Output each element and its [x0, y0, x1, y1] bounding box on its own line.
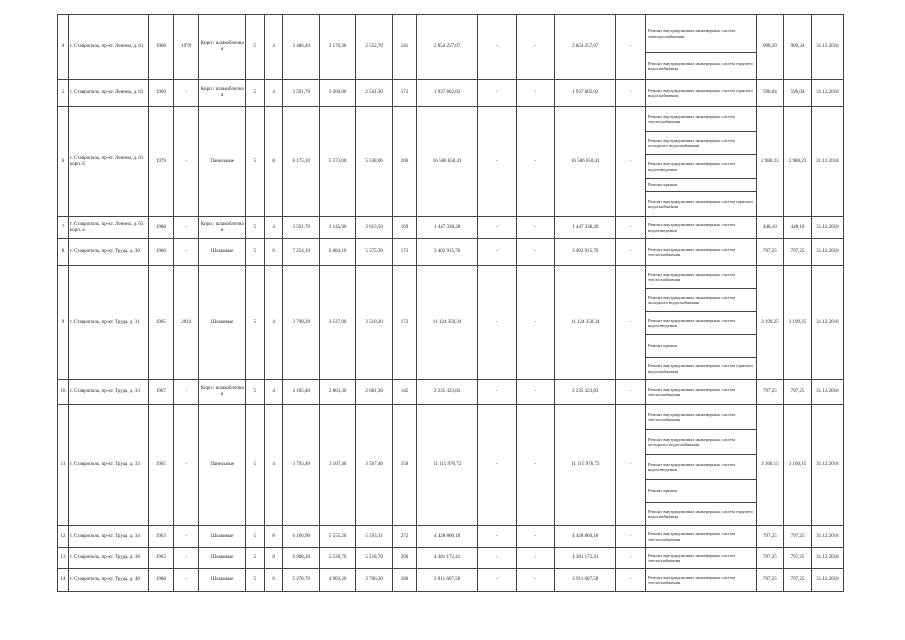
cell-work-item: Ремонт внутридомовых инженерных систем теплоснабжения	[646, 107, 757, 132]
cell-rep: -	[174, 80, 199, 107]
cell-own: 4 381 172,41	[555, 548, 616, 569]
cell-z3: -	[616, 239, 646, 266]
cell-work-item: Ремонт внутридомовых инженерных систем теплоснабжения	[646, 405, 757, 430]
cell-own: 3 402 915,76	[555, 239, 616, 266]
cell-p1: 797,25	[756, 380, 784, 405]
cell-floors: 5	[245, 80, 264, 107]
cell-res: 141	[392, 15, 416, 80]
cell-work-item: Ремонт внутридомовых инженерных систем электроснабжения	[646, 15, 757, 53]
cell-z3: -	[616, 569, 646, 592]
cell-z3: -	[616, 217, 646, 239]
cell-floors: 5	[245, 266, 264, 380]
cell-z2: -	[516, 107, 555, 217]
cell-walls: Кирп./ шлакоблочна я	[199, 380, 245, 405]
cell-entr: 8	[264, 548, 283, 569]
cell-year: 1963	[148, 526, 173, 548]
cell-addr: г. Ставрополь, пр-кт. Ленина, д. 63 корп. а	[69, 217, 149, 239]
cell-cost: 1 937 802,02	[417, 80, 478, 107]
cell-p1: 448,10	[756, 217, 784, 239]
cell-a3: 5 575,30	[356, 239, 392, 266]
cell-rep: -	[174, 217, 199, 239]
cell-work-item: Ремонт внутридомовых инженерных систем теплоснабжения	[646, 526, 757, 548]
cell-n: 10	[58, 380, 69, 405]
cell-floors: 5	[245, 548, 264, 569]
cell-year: 1965	[148, 266, 173, 380]
cell-p2: 448,10	[784, 217, 812, 239]
table-row	[58, 526, 844, 548]
cell-cost: 2 854 257,07	[417, 15, 478, 80]
cell-z1: -	[477, 80, 516, 107]
table-row	[58, 266, 844, 289]
cell-own: 1 447 338,28	[555, 217, 616, 239]
cell-a2: 5 555,20	[319, 526, 355, 548]
cell-a1: 6 166,90	[283, 526, 319, 548]
cell-cost: 4 381 172,41	[417, 548, 478, 569]
cell-z3: -	[616, 15, 646, 80]
cell-year: 1967	[148, 380, 173, 405]
cell-a1: 7 254,10	[283, 239, 319, 266]
cell-p2: 596,04	[784, 80, 812, 107]
cell-n: 12	[58, 526, 69, 548]
cell-walls: Кирп./ шлакоблочна я	[199, 217, 245, 239]
cell-z1: -	[477, 405, 516, 526]
cell-z3: -	[616, 266, 646, 380]
cell-p2: 900,34	[784, 15, 812, 80]
cell-work-item: Ремонт внутридомовых инженерных систем горячего водоснабжения	[646, 503, 757, 526]
cell-z3: -	[616, 80, 646, 107]
cell-p2: 3 160,15	[784, 405, 812, 526]
cell-date: 31.12.2018	[811, 239, 843, 266]
cell-work-item: Ремонт внутридомовых инженерных систем водоотведения	[646, 312, 757, 335]
cell-floors: 5	[245, 217, 264, 239]
cell-p1: 3 199,25	[756, 266, 784, 380]
cell-rep: -	[174, 569, 199, 592]
cell-entr: 6	[264, 239, 283, 266]
cell-work-item: Ремонт внутридомовых инженерных систем теплоснабжения	[646, 569, 757, 592]
cell-z2: -	[516, 526, 555, 548]
cell-n: 6	[58, 107, 69, 217]
cell-n: 9	[58, 266, 69, 380]
cell-p2: 797,25	[784, 239, 812, 266]
cell-year: 1968	[148, 569, 173, 592]
cell-a2: 3 170,36	[319, 15, 355, 80]
cell-cost: 2 235 423,83	[417, 380, 478, 405]
cell-work-item: Ремонт внутридомовых инженерных систем теплоснабжения	[646, 380, 757, 405]
cell-a3: 3 510,20	[356, 266, 392, 380]
cell-addr: г. Ставрополь, пр-кт. Труда, д. 33	[69, 405, 149, 526]
cell-floors: 5	[245, 380, 264, 405]
cell-rep: 2014	[174, 266, 199, 380]
cell-a1: 3 798,20	[283, 266, 319, 380]
cell-rep: 1979	[174, 15, 199, 80]
cell-a1: 3 591,70	[283, 217, 319, 239]
cell-z2: -	[516, 80, 555, 107]
cell-p2: 797,25	[784, 526, 812, 548]
cell-entr: 6	[264, 569, 283, 592]
cell-entr: 4	[264, 217, 283, 239]
cell-cost: 11 115 976,72	[417, 405, 478, 526]
cell-a3: 3 706,30	[356, 569, 392, 592]
cell-date: 31.12.2018	[811, 15, 843, 80]
cell-z3: -	[616, 380, 646, 405]
cell-entr: 4	[264, 266, 283, 380]
cell-addr: г. Ставрополь, пр-кт. Труда, д. 31	[69, 266, 149, 380]
cell-z1: -	[477, 266, 516, 380]
cell-walls: Кирп./ шлакоблочна я	[199, 80, 245, 107]
cell-p2: 797,25	[784, 380, 812, 405]
cell-addr: г. Ставрополь, пр-кт. Труда, д. 38	[69, 548, 149, 569]
cell-walls: Кирп./ шлакоблочна я	[199, 15, 245, 80]
cell-work-item: Ремонт внутридомовых инженерных систем водоотведения	[646, 455, 757, 480]
cell-cost: 3 402 915,76	[417, 239, 478, 266]
cell-date: 31.12.2018	[811, 107, 843, 217]
cell-z2: -	[516, 548, 555, 569]
cell-work-item: Ремонт внутридомовых инженерных систем теплоснабжения	[646, 239, 757, 266]
cell-n: 5	[58, 80, 69, 107]
cell-a2: 3 507,40	[319, 405, 355, 526]
cell-a2: 5 573,00	[319, 107, 355, 217]
cell-a2: 6 084,10	[319, 239, 355, 266]
cell-walls: Панельные	[199, 405, 245, 526]
cell-n: 4	[58, 15, 69, 80]
cell-n: 8	[58, 239, 69, 266]
cell-work-item: Ремонт внутридомовых инженерных систем теплоснабжения	[646, 548, 757, 569]
cell-rep: -	[174, 107, 199, 217]
cell-p2: 3 199,25	[784, 266, 812, 380]
cell-work-item: Ремонт внутридомовых инженерных систем холодного водоснабжения	[646, 430, 757, 455]
cell-res: 145	[392, 380, 416, 405]
cell-a3: 5 593,31	[356, 526, 392, 548]
cell-z2: -	[516, 405, 555, 526]
cell-z1: -	[477, 526, 516, 548]
cell-z3: -	[616, 548, 646, 569]
cell-entr: 4	[264, 380, 283, 405]
cell-own: 11 115 976,72	[555, 405, 616, 526]
cell-a1: 3 105,40	[283, 380, 319, 405]
cell-a1: 3 793,40	[283, 405, 319, 526]
cell-z1: -	[477, 548, 516, 569]
cell-p1: 596,04	[756, 80, 784, 107]
cell-z1: -	[477, 380, 516, 405]
cell-year: 1965	[148, 405, 173, 526]
cell-own: 16 586 650,41	[555, 107, 616, 217]
cell-addr: г. Ставрополь, пр-кт. Труда, д. 34	[69, 526, 149, 548]
cell-work-item: Ремонт внутридомовых инженерных систем водоотведения	[646, 155, 757, 179]
cell-a2: 3 145,96	[319, 217, 355, 239]
cell-cost: 3 911 607,58	[417, 569, 478, 592]
cell-z1: -	[477, 569, 516, 592]
cell-own: 4 428 860,18	[555, 526, 616, 548]
cell-date: 31.12.2018	[811, 569, 843, 592]
cell-floors: 5	[245, 15, 264, 80]
cell-z2: -	[516, 266, 555, 380]
cell-walls: Шлаковые	[199, 526, 245, 548]
cell-p1: 797,25	[756, 569, 784, 592]
cell-a1: 3 486,40	[283, 15, 319, 80]
cell-addr: г. Ставрополь, пр-кт. Ленина, д. 63 корп. б	[69, 107, 149, 217]
cell-z1: -	[477, 15, 516, 80]
cell-addr: г. Ставрополь, пр-кт. Труда, д. 30	[69, 239, 149, 266]
cell-floors: 5	[245, 405, 264, 526]
cell-addr: г. Ставрополь, пр-кт. Ленина, д. 61	[69, 15, 149, 80]
cell-p2: 2 980,23	[784, 107, 812, 217]
table-row	[58, 15, 844, 53]
cell-own: 1 937 802,02	[555, 80, 616, 107]
cell-a1: 6 908,20	[283, 548, 319, 569]
cell-a3: 3 507,40	[356, 405, 392, 526]
cell-z2: -	[516, 217, 555, 239]
cell-a1: 5 276,70	[283, 569, 319, 592]
cell-date: 31.12.2018	[811, 217, 843, 239]
cell-year: 1968	[148, 15, 173, 80]
cell-a2: 2 803,30	[319, 380, 355, 405]
cell-date: 31.12.2018	[811, 526, 843, 548]
cell-work-item: Ремонт крыши	[646, 179, 757, 192]
cell-date: 31.12.2018	[811, 548, 843, 569]
cell-cost: 11 124 350,34	[417, 266, 478, 380]
cell-z1: -	[477, 217, 516, 239]
cell-addr: г. Ставрополь, пр-кт. Ленина, д. 63	[69, 80, 149, 107]
cell-walls: Шлаковые	[199, 239, 245, 266]
table-row	[58, 107, 844, 132]
cell-year: 1969	[148, 80, 173, 107]
cell-work-item: Ремонт внутридомовых инженерных систем горячего водоснабжения	[646, 80, 757, 107]
cell-a3: 2 681,30	[356, 380, 392, 405]
cell-res: 169	[392, 217, 416, 239]
cell-a2: 5 530,70	[319, 548, 355, 569]
cell-p1: 797,25	[756, 548, 784, 569]
table-row	[58, 380, 844, 405]
cell-year: 1979	[148, 107, 173, 217]
cell-cost: 4 428 860,18	[417, 526, 478, 548]
cell-a2: 4 903,30	[319, 569, 355, 592]
cell-work-item: Ремонт внутридомовых инженерных систем горячего водоснабжения	[646, 358, 757, 380]
cell-work-item: Ремонт внутридомовых инженерных систем холодного водоснабжения	[646, 289, 757, 312]
cell-entr: 4	[264, 80, 283, 107]
table-row	[58, 217, 844, 239]
cell-res: 206	[392, 107, 416, 217]
cell-p1: 797,25	[756, 526, 784, 548]
cell-work-item: Ремонт внутридомовых инженерных систем холодного водоснабжения	[646, 132, 757, 155]
cell-p1: 2 980,23	[756, 107, 784, 217]
cell-a3: 2 541,30	[356, 80, 392, 107]
cell-year: 1966	[148, 239, 173, 266]
table-row	[58, 80, 844, 107]
cell-p1: 797,25	[756, 239, 784, 266]
cell-floors: 5	[245, 107, 264, 217]
table-row	[58, 405, 844, 430]
cell-rep: -	[174, 526, 199, 548]
cell-walls: Шлаковые	[199, 266, 245, 380]
cell-cost: 16 586 650,41	[417, 107, 478, 217]
table-row	[58, 548, 844, 569]
cell-entr: 4	[264, 15, 283, 80]
cell-res: 172	[392, 239, 416, 266]
cell-p1: 3 160,15	[756, 405, 784, 526]
cell-cost: 1 447 338,28	[417, 217, 478, 239]
cell-z2: -	[516, 380, 555, 405]
cell-a2: 3 537,00	[319, 266, 355, 380]
cell-a3: 5 538,06	[356, 107, 392, 217]
cell-res: 158	[392, 405, 416, 526]
cell-a1: 6 175,30	[283, 107, 319, 217]
cell-date: 31.12.2018	[811, 380, 843, 405]
cell-walls: Шлаковые	[199, 548, 245, 569]
table-row	[58, 239, 844, 266]
cell-entr: 8	[264, 526, 283, 548]
cell-year: 1963	[148, 548, 173, 569]
cell-date: 31.12.2018	[811, 405, 843, 526]
cell-z2: -	[516, 569, 555, 592]
repair-program-table	[57, 14, 844, 592]
cell-p2: 797,25	[784, 569, 812, 592]
cell-a2: 3 260,06	[319, 80, 355, 107]
cell-addr: г. Ставрополь, пр-кт. Труда, д. 40	[69, 569, 149, 592]
cell-z2: -	[516, 15, 555, 80]
cell-rep: -	[174, 239, 199, 266]
cell-res: 206	[392, 548, 416, 569]
cell-floors: 5	[245, 239, 264, 266]
cell-walls: Шлаковые	[199, 569, 245, 592]
cell-n: 14	[58, 569, 69, 592]
cell-a3: 5 518,70	[356, 548, 392, 569]
cell-floors: 5	[245, 526, 264, 548]
cell-z3: -	[616, 526, 646, 548]
cell-work-item: Ремонт крыши	[646, 335, 757, 358]
cell-res: 186	[392, 569, 416, 592]
cell-date: 31.12.2018	[811, 266, 843, 380]
table-row	[58, 569, 844, 592]
cell-date: 31.12.2018	[811, 80, 843, 107]
cell-p2: 797,25	[784, 548, 812, 569]
cell-z3: -	[616, 107, 646, 217]
cell-year: 1968	[148, 217, 173, 239]
cell-floors: 5	[245, 569, 264, 592]
cell-a1: 3 591,70	[283, 80, 319, 107]
cell-z2: -	[516, 239, 555, 266]
cell-a3: 2 552,70	[356, 15, 392, 80]
cell-work-item: Ремонт внутридомовых инженерных систем теплоснабжения	[646, 266, 757, 289]
cell-res: 172	[392, 266, 416, 380]
cell-n: 11	[58, 405, 69, 526]
cell-n: 13	[58, 548, 69, 569]
cell-rep: -	[174, 380, 199, 405]
cell-walls: Панельные	[199, 107, 245, 217]
cell-rep: -	[174, 405, 199, 526]
cell-rep: -	[174, 548, 199, 569]
cell-work-item: Ремонт крыши	[646, 480, 757, 503]
cell-addr: г. Ставрополь, пр-кт. Труда, д. 33	[69, 380, 149, 405]
cell-a3: 3 013,50	[356, 217, 392, 239]
cell-work-item: Ремонт внутридомовых инженерных систем горячего водоснабжения	[646, 53, 757, 80]
cell-own: 2 235 423,83	[555, 380, 616, 405]
cell-p1: 908,39	[756, 15, 784, 80]
cell-work-item: Ремонт внутридомовых инженерных систем горячего водоснабжения	[646, 192, 757, 217]
cell-own: 3 911 607,58	[555, 569, 616, 592]
cell-res: 172	[392, 80, 416, 107]
cell-z3: -	[616, 405, 646, 526]
cell-work-item: Ремонт внутридомовых инженерных систем водоотведения	[646, 217, 757, 239]
cell-n: 7	[58, 217, 69, 239]
cell-entr: 4	[264, 405, 283, 526]
cell-own: 11 124 350,34	[555, 266, 616, 380]
cell-z1: -	[477, 107, 516, 217]
cell-z1: -	[477, 239, 516, 266]
cell-entr: 8	[264, 107, 283, 217]
cell-own: 2 854 257,07	[555, 15, 616, 80]
cell-res: 272	[392, 526, 416, 548]
